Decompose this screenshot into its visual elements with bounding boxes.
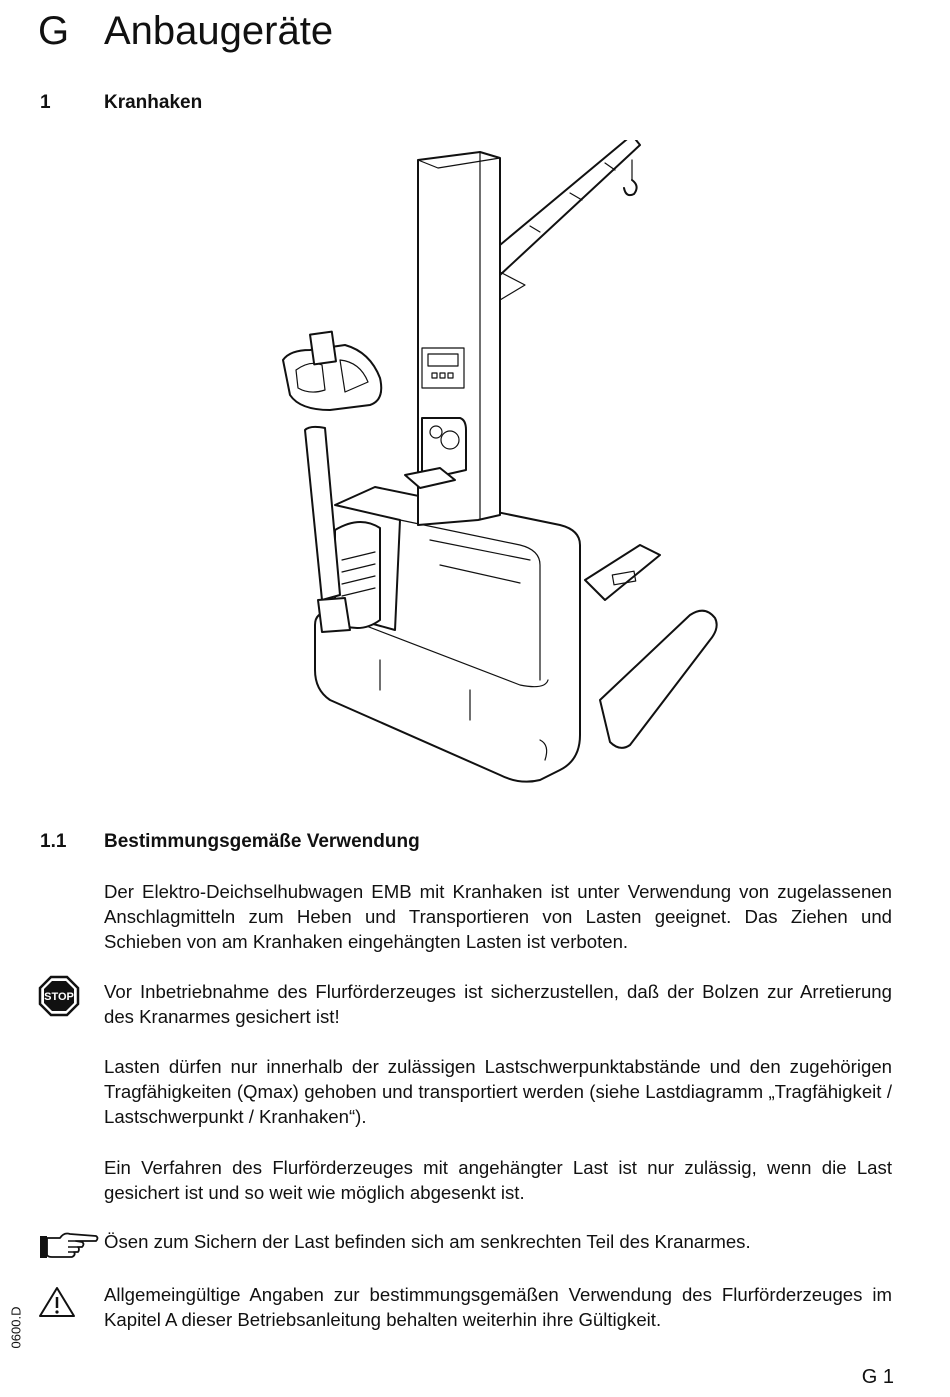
section-title: Kranhaken [104,92,203,113]
crane-arm [500,140,640,275]
load-limits-paragraph: Lasten dürfen nur innerhalb der zulässigen Lastschwerpunktabstände und den zugehörigen Tragfähigkeiten (Qmax) gehoben und transportiert werden (siehe Lastdiagramm „Tragfähigkeit / Lastschwerpunkt / Kranhaken“). [104,1056,892,1127]
section-number: 1 [40,92,51,113]
chapter-title: Anbaugeräte [104,9,334,53]
subsection-title: Bestimmungsgemäße Verwendung [104,831,420,852]
travel-with-load-paragraph: Ein Verfahren des Flurförderzeuges mit angehängter Last ist nur zulässig, wenn die Last gesichert ist und so weit wie möglich abgesenkt ist. [104,1157,892,1203]
chapter-letter: G [38,9,70,53]
document-code: 0600.D [8,1306,24,1349]
subsection-number: 1.1 [40,831,67,852]
intended-use-paragraph: Der Elektro-Deichselhubwagen EMB mit Kranhaken ist unter Verwendung von zugelassenen Anschlagmitteln zum Heben und Transportieren von Lasten geeignet. Das Ziehen und Schieben von am Kranhaken eingehängten Lasten ist verboten. [104,881,892,952]
fork-left [585,545,660,600]
pointing-hand-note-icon [38,1228,100,1260]
stop-sign-icon [38,975,80,1017]
general-validity-paragraph: Allgemeingültige Angaben zur bestimmungsgemäßen Verwendung des Flurförderzeuges im Kapitel A dieser Betriebsanleitung behalten weiterhin ihre Gültigkeit. [104,1284,892,1330]
crane-hook [624,180,637,195]
tiller-arm [305,427,340,600]
stacker-crane-illustration [250,140,730,790]
fork-right [600,611,717,748]
warning-triangle-icon [38,1286,76,1318]
stop-label: STOP [44,991,74,1003]
note-paragraph: Ösen zum Sichern der Last befinden sich am senkrechten Teil des Kranarmes. [104,1231,751,1252]
stop-warning-paragraph: Vor Inbetriebnahme des Flurförderzeuges ist sicherzustellen, daß der Bolzen zur Arretierung des Kranarmes gesichert ist! [104,981,892,1027]
page-number: G 1 [861,1366,894,1388]
